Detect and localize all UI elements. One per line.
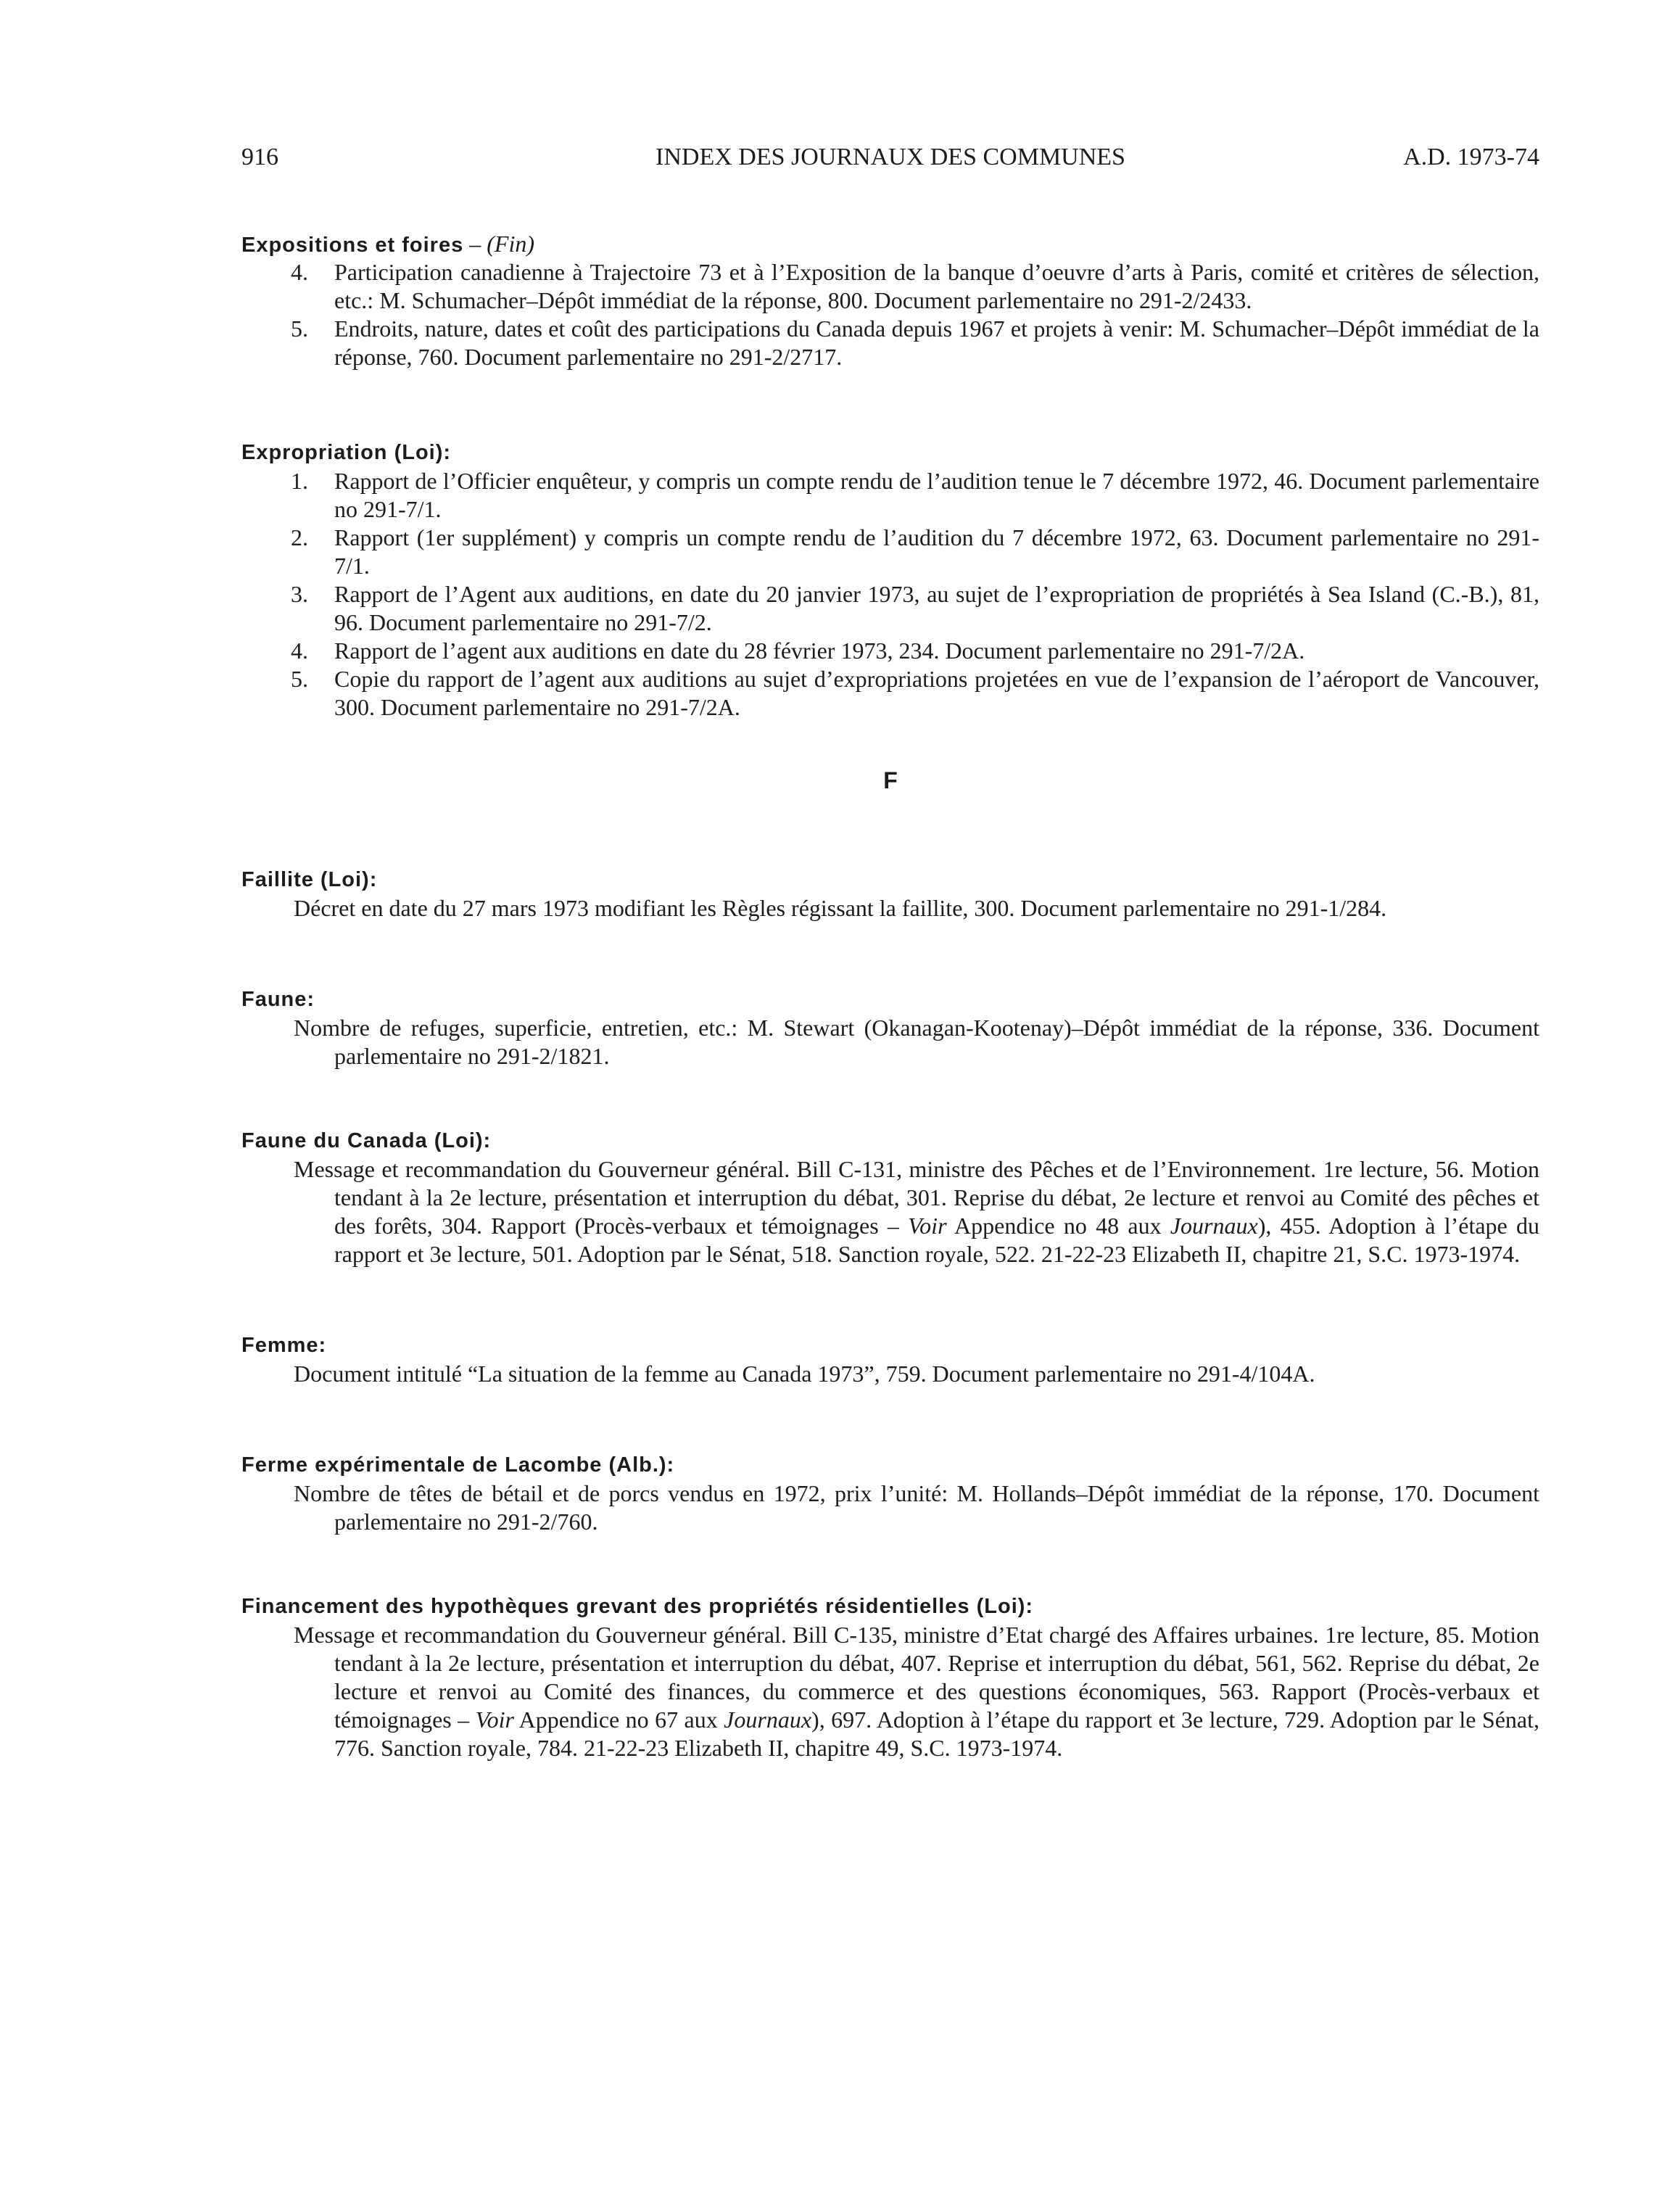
text-part: ), 697. Adoption à l’étape du rapport et 3e lecture, 729. Adoption par le Sénat, 776. Sanction royale, 784. 21-22-23 Elizabeth II, chapitre 49, S.C. 1973-1974. xyxy=(334,1707,1540,1761)
entry-expropriation xyxy=(241,438,1539,722)
text-part: Message et recommandation du Gouverneur général. Bill C-135, ministre d’Etat chargé des Affaires urbaines. 1re lecture, 85. Motion tendant à la 2e lecture, présentation et interruption du débat, 407. Reprise et interruption du débat, 561, 562. Reprise du débat, 2e lecture et renvoi au Comité des finances, du commerce et des questions économiques, 563. Rapport (Procès-verbaux et témoignages – xyxy=(294,1622,1539,1733)
entry-faune-du-canada xyxy=(241,1126,1539,1268)
entry-heading xyxy=(241,229,1539,258)
entry-heading: Financement des hypothèques grevant des propriétés résidentielles (Loi): xyxy=(241,1595,1034,1618)
entry-heading-text: Expositions et foires xyxy=(241,234,464,257)
entry-heading: Femme: xyxy=(241,1334,327,1357)
entry-text: Nombre de têtes de bétail et de porcs vendus en 1972, prix l’unité: M. Hollands–Dépôt immédiat de la réponse, 170. Document parlementaire no 291-2/760. xyxy=(294,1480,1539,1535)
section-letter: F xyxy=(883,767,898,793)
list-item xyxy=(241,258,1539,315)
entry-heading: Faune: xyxy=(241,988,315,1011)
text-part: ), 455. Adoption à l’étape du rapport et 3e lecture, 501. Adoption par le Sénat, 518. Sanction royale, 522. 21-22-23 Elizabeth II, chapitre 21, S.C. 1973-1974. xyxy=(334,1213,1540,1267)
continuation-dash: – xyxy=(463,231,487,257)
list-item xyxy=(241,580,1539,637)
page-header xyxy=(241,144,1539,180)
item-text: Rapport de l’Officier enquêteur, y compris un compte rendu de l’audition tenue le 7 décembre 1972, 46. Document parlementaire no 291-7/1. xyxy=(334,468,1539,522)
list-item xyxy=(241,315,1539,371)
entry-text: Document intitulé “La situation de la femme au Canada 1973”, 759. Document parlementaire no 291-4/104A. xyxy=(294,1361,1315,1387)
entry-heading: Ferme expérimentale de Lacombe (Alb.): xyxy=(241,1453,675,1477)
volume-year: A.D. 1973-74 xyxy=(1403,144,1539,170)
entry-expositions xyxy=(241,229,1539,371)
item-number: 3. xyxy=(291,581,308,607)
page-number: 916 xyxy=(241,144,278,170)
entry-femme xyxy=(241,1331,1539,1388)
list-item xyxy=(241,665,1539,722)
list-item xyxy=(241,524,1539,580)
item-text: Rapport de l’Agent aux auditions, en date du 20 janvier 1973, au sujet de l’expropriation de propriétés à Sea Island (C.-B.), 81, 96. Document parlementaire no 291-7/2. xyxy=(334,581,1539,635)
item-text: Participation canadienne à Trajectoire 73 et à l’Exposition de la banque d’oeuvre d’arts à Paris, comité et critères de sélection, etc.: M. Schumacher–Dépôt immédiat de la réponse, 800. Document parlementaire no 291-2/2433. xyxy=(334,259,1539,313)
entry-heading: Expropriation (Loi): xyxy=(241,441,452,464)
item-number: 4. xyxy=(291,637,308,664)
text-italic-voir: Voir xyxy=(908,1213,947,1239)
item-number: 5. xyxy=(291,666,308,692)
entry-faillite xyxy=(241,865,1539,923)
item-text: Copie du rapport de l’agent aux auditions au sujet d’expropriations projetées en vue de l’expansion de l’aéroport de Vancouver, 300. Document parlementaire no 291-7/2A. xyxy=(334,666,1539,720)
text-italic-journaux: Journaux xyxy=(724,1707,812,1733)
running-title: INDEX DES JOURNAUX DES COMMUNES xyxy=(656,144,1125,170)
entry-financement xyxy=(241,1592,1539,1762)
text-part: Appendice no 67 aux xyxy=(513,1707,724,1733)
list-item xyxy=(241,467,1539,524)
entry-text xyxy=(241,1155,1539,1268)
text-italic-journaux: Journaux xyxy=(1170,1213,1258,1239)
list-item xyxy=(241,637,1539,665)
continuation-label: (Fin) xyxy=(487,231,534,257)
entry-faune xyxy=(241,985,1539,1070)
entry-text xyxy=(241,1621,1539,1762)
entry-heading: Faune du Canada (Loi): xyxy=(241,1129,492,1152)
item-number: 5. xyxy=(291,315,308,342)
entry-heading: Faillite (Loi): xyxy=(241,868,378,891)
item-number: 4. xyxy=(291,259,308,285)
entry-text: Décret en date du 27 mars 1973 modifiant les Règles régissant la faillite, 300. Document parlementaire no 291-1/284. xyxy=(294,895,1387,921)
text-part: Message et recommandation du Gouverneur général. Bill C-131, ministre des Pêches et de l’Environnement. 1re lecture, 56. Motion tendant à la 2e lecture, présentation et interruption du débat, 301. Reprise du débat, 2e lecture et renvoi au Comité des pêches et des forêts, 304. Rapport (Procès-verbaux et témoignages – xyxy=(294,1156,1539,1239)
item-text: Rapport de l’agent aux auditions en date du 28 février 1973, 234. Document parlementaire no 291-7/2A. xyxy=(334,637,1305,664)
heading-continuation xyxy=(463,231,534,257)
text-part: Appendice no 48 aux xyxy=(946,1213,1170,1239)
text-italic-voir: Voir xyxy=(475,1707,514,1733)
entry-ferme-experimentale xyxy=(241,1450,1539,1536)
item-text: Rapport (1er supplément) y compris un compte rendu de l’audition du 7 décembre 1972, 63. Document parlementaire no 291-7/1. xyxy=(334,524,1539,579)
item-number: 2. xyxy=(291,524,308,550)
index-body xyxy=(241,229,1539,1762)
item-text: Endroits, nature, dates et coût des participations du Canada depuis 1967 et projets à venir: M. Schumacher–Dépôt immédiat de la réponse, 760. Document parlementaire no 291-2/2717. xyxy=(334,315,1539,370)
item-number: 1. xyxy=(291,468,308,494)
entry-text: Nombre de refuges, superficie, entretien, etc.: M. Stewart (Okanagan-Kootenay)–Dépôt immédiat de la réponse, 336. Document parlementaire no 291-2/1821. xyxy=(294,1015,1539,1069)
